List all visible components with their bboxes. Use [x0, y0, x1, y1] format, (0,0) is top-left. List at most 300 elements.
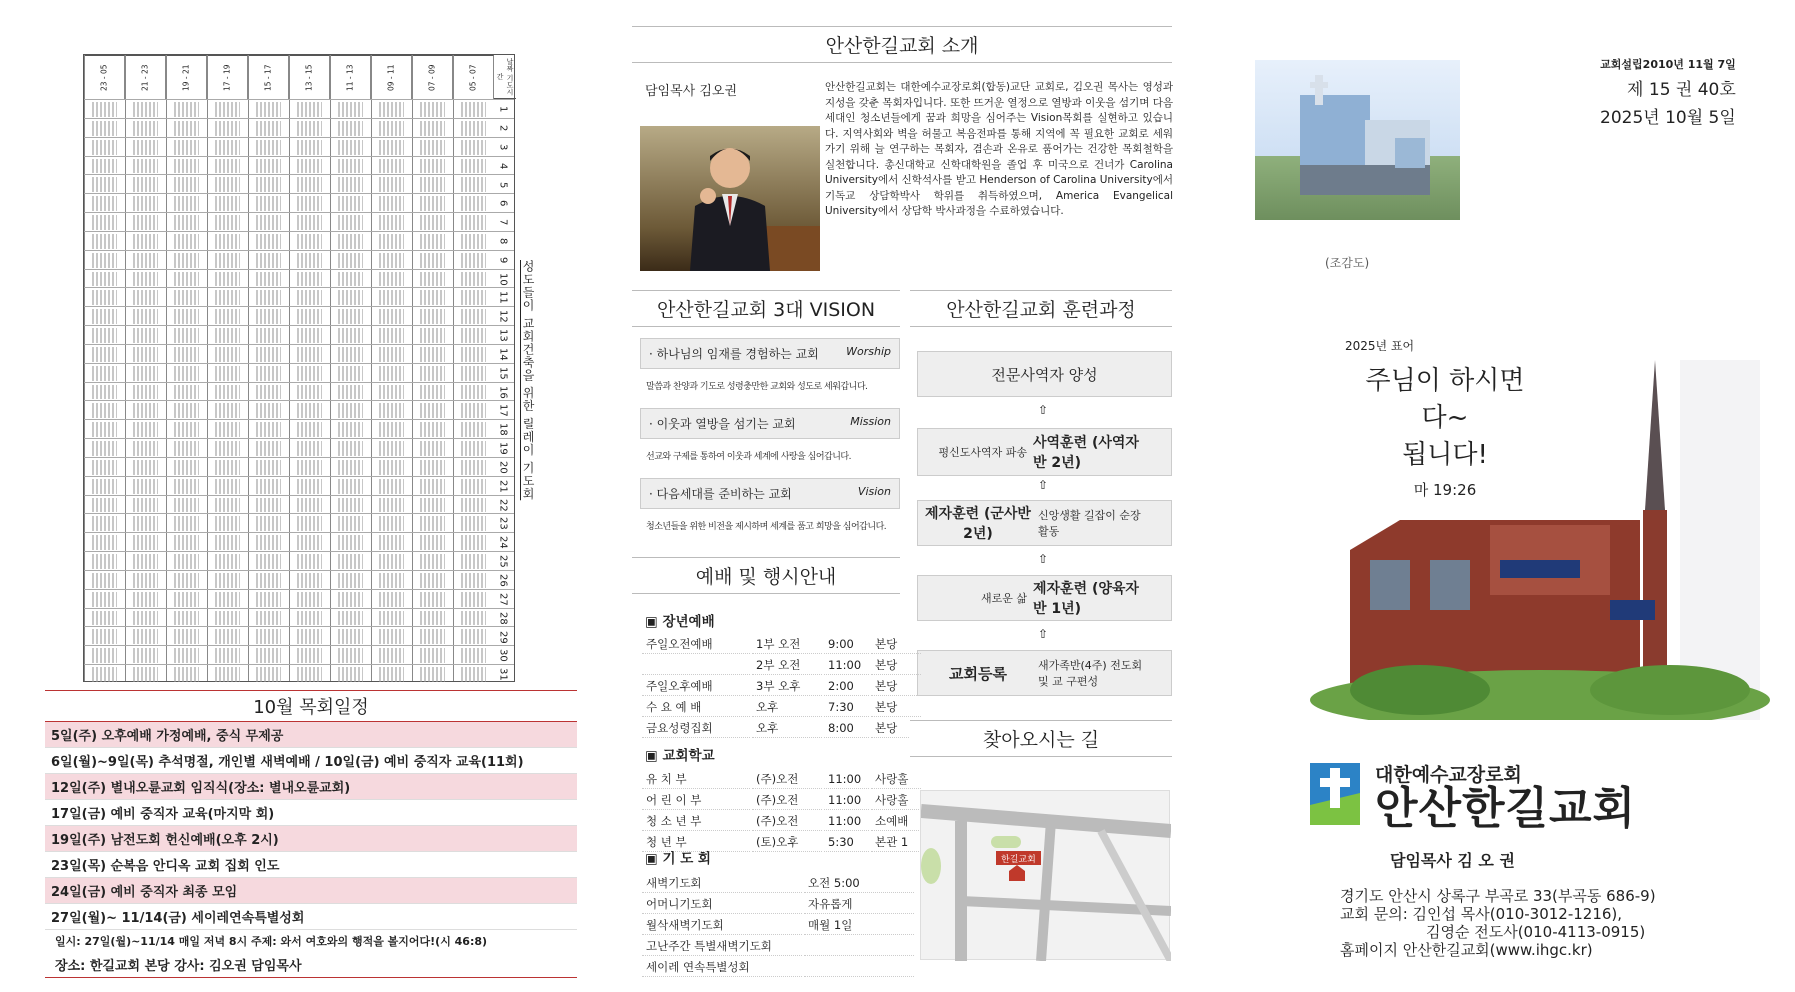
worship-cell: 사랑홀 [871, 770, 921, 789]
grid-cell [338, 215, 363, 230]
grid-cell [338, 403, 363, 418]
prayer-grid-title: 성도들이 교회건축을 위한 릴레이 기도회 [521, 260, 535, 501]
grid-cell [420, 535, 445, 550]
grid-cell [420, 253, 445, 268]
grid-cell [256, 403, 281, 418]
grid-cell [133, 535, 158, 550]
grid-row [84, 532, 514, 551]
grid-cell [133, 498, 158, 513]
grid-cell [92, 159, 117, 174]
grid-cell [133, 272, 158, 287]
motto-line-2: 다~ [1421, 403, 1469, 433]
grid-cell [215, 460, 240, 475]
grid-cell [297, 140, 322, 155]
grid-cell [461, 629, 486, 644]
grid-cell [338, 121, 363, 136]
grid-cell [379, 667, 404, 682]
vision-title: 안산한길교회 3대 VISION [632, 290, 900, 327]
grid-cell [420, 328, 445, 343]
day-number: 11 [497, 291, 509, 305]
schedule-title: 10월 목회일정 [45, 690, 577, 722]
day-number: 22 [497, 498, 509, 512]
grid-cell [379, 328, 404, 343]
grid-row [84, 306, 514, 325]
worship-row [642, 812, 921, 831]
grid-cell [256, 140, 281, 155]
worship-cell: 월삭새벽기도회 [642, 916, 802, 935]
grid-cell [174, 479, 199, 494]
grid-cell [215, 498, 240, 513]
grid-cell [92, 140, 117, 155]
grid-cell [256, 215, 281, 230]
grid-cell [379, 347, 404, 362]
cover-pastor: 담임목사 김 오 권 [1390, 851, 1515, 870]
day-number: 24 [497, 536, 509, 550]
grid-cell [215, 177, 240, 192]
grid-cell [92, 328, 117, 343]
grid-cell [420, 215, 445, 230]
worship-title: 예배 및 행시안내 [632, 557, 900, 594]
grid-cell [92, 347, 117, 362]
grid-cell [461, 196, 486, 211]
contact-line-2: 김영순 전도사(010-4113-0915) [1426, 923, 1646, 941]
worship-cell: 오전 5:00 [804, 874, 914, 893]
worship-row [642, 874, 914, 893]
time-slot-header: 07 - 09 [412, 55, 453, 99]
grid-cell [338, 535, 363, 550]
grid-cell [174, 498, 199, 513]
grid-cell [297, 177, 322, 192]
grid-cell [379, 611, 404, 626]
grid-cell [379, 234, 404, 249]
contact-line: 교회 문의: 김인섭 목사(010-3012-1216), [1340, 905, 1623, 923]
grid-cell [297, 121, 322, 136]
grid-cell [297, 366, 322, 381]
grid-row [84, 99, 514, 118]
grid-cell [338, 272, 363, 287]
worship-cell: 본당 [871, 698, 921, 717]
grid-cell [338, 629, 363, 644]
grid-cell [92, 573, 117, 588]
time-slot-header: 23 - 05 [84, 55, 125, 99]
worship-row [642, 656, 921, 675]
grid-cell [379, 290, 404, 305]
schedule-item: 6일(월)~9일(목) 추석명절, 개인별 새벽예배 / 10일(금) 예비 중직자 교육(11회) [45, 748, 577, 774]
grid-cell [297, 479, 322, 494]
grid-cell [133, 573, 158, 588]
grid-cell [174, 554, 199, 569]
grid-cell [92, 592, 117, 607]
grid-cell [174, 667, 199, 682]
grid-cell [215, 592, 240, 607]
grid-cell [92, 290, 117, 305]
grid-cell [133, 629, 158, 644]
grid-cell [420, 460, 445, 475]
worship-row [642, 719, 921, 738]
grid-cell [338, 177, 363, 192]
grid-cell [338, 498, 363, 513]
time-slot-header: 17 - 19 [207, 55, 248, 99]
worship-row [642, 895, 914, 914]
grid-cell [420, 234, 445, 249]
day-number: 5 [497, 181, 509, 188]
vision-item [640, 478, 900, 542]
grid-cell [174, 629, 199, 644]
grid-cell [215, 403, 240, 418]
denomination: 대한예수교장로회 [1375, 764, 1522, 786]
grid-cell [174, 272, 199, 287]
grid-cell [133, 366, 158, 381]
grid-cell [420, 479, 445, 494]
cross-logo-icon [1310, 763, 1360, 833]
grid-cell [215, 159, 240, 174]
grid-cell [256, 554, 281, 569]
grid-cell [297, 460, 322, 475]
grid-cell [92, 272, 117, 287]
grid-cell [379, 460, 404, 475]
grid-cell [379, 535, 404, 550]
grid-cell [379, 403, 404, 418]
day-number: 8 [497, 238, 509, 245]
grid-cell [379, 498, 404, 513]
grid-cell [92, 554, 117, 569]
day-number: 16 [497, 385, 509, 399]
worship-cell: 사랑홀 [871, 791, 921, 810]
grid-cell [174, 177, 199, 192]
grid-cell [256, 592, 281, 607]
schedule-item: 23일(목) 순복음 안디옥 교회 집회 인도 [45, 852, 577, 878]
worship-cell [642, 656, 750, 675]
grid-cell [92, 422, 117, 437]
grid-cell [338, 460, 363, 475]
grid-cell [461, 159, 486, 174]
grid-cell [174, 328, 199, 343]
grid-cell [461, 177, 486, 192]
intro-text: 안산한길교회는 대한예수교장로회(합동)교단 교회로, 김오권 목사는 영성과 지성을 갖춘 목회자입니다. 또한 뜨거운 열정으로 열방과 이웃을 섬기며 다음세대인 청소년들에게 꿈과 희망을 심어주는 Vision목회를 실현하고 있습니다. 지역사회와 벽을 허물고 복음전파를 통해 지역에 꼭 필요한 교회로 세워가기 위해 늘 연구하는 목회자, 겸손과 온유로 품어가는 건강한 목회철학을 실천합니다. 총신대학교 신학대학원을 졸업 후 미국으로 건너가 Carolina University에서 신학석사를 받고 Henderson of Carolina University에서 기독교 상담학박사 학위를 취득하였으며, America Evangelical University에서 상담학 박사과정을 수료하였습니다. [825, 81, 1173, 217]
grid-cell [420, 347, 445, 362]
worship-cell: (주)오전 [752, 812, 822, 831]
grid-cell [174, 535, 199, 550]
grid-cell [92, 498, 117, 513]
grid-cell [420, 309, 445, 324]
worship-cell: 본당 [871, 719, 921, 738]
grid-corner-header: 날짜 기도시간 [494, 55, 516, 99]
grid-cell [215, 479, 240, 494]
grid-cell [461, 441, 486, 456]
grid-cell [420, 159, 445, 174]
grid-cell [256, 611, 281, 626]
grid-cell [297, 516, 322, 531]
grid-cell [297, 196, 322, 211]
training-step-1: 전문사역자 양성 [917, 351, 1172, 397]
worship-cell: 청 소 년 부 [642, 812, 750, 831]
prayer-grid [83, 54, 515, 682]
grid-cell [420, 385, 445, 400]
grid-cell [461, 309, 486, 324]
worship-cell: 본당 [871, 635, 921, 654]
grid-cell [256, 366, 281, 381]
vision-desc: 말씀과 찬양과 기도로 성령충만한 교회와 성도로 세워갑니다. [646, 382, 868, 392]
grid-cell [461, 140, 486, 155]
grid-cell [256, 309, 281, 324]
arrow-icon: ⇧ [1038, 403, 1049, 417]
schedule-item: 17일(금) 예비 중직자 교육(마지막 회) [45, 800, 577, 826]
grid-cell [379, 121, 404, 136]
time-slot-header: 05 - 07 [453, 55, 494, 99]
grid-cell [92, 460, 117, 475]
grid-cell [379, 629, 404, 644]
grid-cell [338, 441, 363, 456]
worship-row [642, 677, 921, 696]
grid-cell [92, 196, 117, 211]
grid-cell [420, 611, 445, 626]
grid-cell [133, 403, 158, 418]
grid-cell [461, 648, 486, 663]
grid-cell [133, 554, 158, 569]
worship-sec-1: ▣ 장년예배 [645, 614, 715, 630]
worship-cell: 본당 [871, 656, 921, 675]
grid-cell [133, 667, 158, 682]
grid-cell [379, 554, 404, 569]
grid-cell [379, 648, 404, 663]
grid-cell [338, 159, 363, 174]
grid-cell [420, 366, 445, 381]
day-number: 10 [497, 272, 509, 286]
worship-row [642, 916, 914, 935]
grid-cell [215, 347, 240, 362]
grid-cell [133, 592, 158, 607]
vision-desc: 선교와 구제를 통하여 이웃과 세계에 사랑을 심어갑니다. [646, 452, 851, 462]
grid-cell [379, 309, 404, 324]
grid-row [84, 570, 514, 589]
grid-row [84, 118, 514, 137]
grid-cell [215, 328, 240, 343]
time-slot-header: 19 - 21 [166, 55, 207, 99]
grid-cell [338, 328, 363, 343]
grid-cell [92, 215, 117, 230]
grid-cell [297, 347, 322, 362]
grid-cell [256, 535, 281, 550]
address-block [1340, 887, 1656, 959]
grid-cell [379, 102, 404, 117]
grid-cell [379, 177, 404, 192]
grid-cell [297, 667, 322, 682]
grid-cell [256, 498, 281, 513]
grid-cell [338, 290, 363, 305]
grid-cell [297, 253, 322, 268]
grid-cell [420, 102, 445, 117]
grid-cell [174, 309, 199, 324]
grid-cell [338, 479, 363, 494]
grid-cell [338, 253, 363, 268]
grid-cell [338, 554, 363, 569]
grid-cell [420, 403, 445, 418]
grid-cell [461, 592, 486, 607]
day-number: 17 [497, 404, 509, 418]
schedule-item: 24일(금) 예비 중직자 최종 모임 [45, 878, 577, 904]
grid-row [84, 137, 514, 156]
grid-cell [338, 573, 363, 588]
arrow-icon: ⇧ [1038, 552, 1049, 566]
worship-row [642, 635, 921, 654]
grid-cell [297, 629, 322, 644]
grid-cell [338, 196, 363, 211]
grid-cell [338, 592, 363, 607]
grid-cell [461, 366, 486, 381]
grid-cell [338, 309, 363, 324]
directions-title: 찾아오시는 길 [910, 720, 1172, 757]
grid-cell [297, 592, 322, 607]
worship-cell: 어 린 이 부 [642, 791, 750, 810]
grid-cell [174, 159, 199, 174]
worship-cell: 본당 [871, 677, 921, 696]
training-step-4: 새로운 삶 제자훈련 (양육자반 1년) [917, 575, 1172, 621]
schedule-item: 27일(월)~ 11/14(금) 세이레연속특별성회 [45, 904, 577, 930]
training-title: 안산한길교회 훈련과정 [910, 290, 1172, 327]
worship-cell: 5:30 [824, 833, 869, 852]
founded-date: 교회설립2010년 11월 7일 [1600, 58, 1736, 71]
worship-cell: 주일오후예배 [642, 677, 750, 696]
grid-cell [297, 441, 322, 456]
grid-cell [461, 385, 486, 400]
grid-cell [420, 592, 445, 607]
grid-cell [174, 140, 199, 155]
training-step-2: 평신도사역자 파송 사역훈련 (사역자반 2년) [917, 428, 1172, 476]
grid-cell [297, 272, 322, 287]
grid-cell [133, 347, 158, 362]
worship-cell: (주)오전 [752, 791, 822, 810]
day-number: 9 [497, 256, 509, 264]
grid-cell [420, 648, 445, 663]
worship-sec-2: ▣ 교회학교 [645, 748, 715, 764]
grid-cell [379, 441, 404, 456]
grid-row [84, 419, 514, 438]
schedule-item: 5일(주) 오후예배 가정예배, 중식 무제공 [45, 722, 577, 748]
grid-cell [215, 196, 240, 211]
church-name: 안산한길교회 [1375, 783, 1637, 834]
grid-cell [256, 177, 281, 192]
day-number: 23 [497, 517, 509, 531]
grid-cell [215, 516, 240, 531]
motto [1345, 337, 1545, 500]
grid-row [84, 212, 514, 231]
worship-table-2 [640, 768, 923, 854]
grid-cell [297, 554, 322, 569]
worship-cell: 유 치 부 [642, 770, 750, 789]
grid-cell [420, 177, 445, 192]
worship-cell: (주)오전 [752, 770, 822, 789]
vision-label: · 이웃과 열방을 섬기는 교회 [649, 417, 796, 431]
grid-cell [92, 177, 117, 192]
grid-cell [461, 422, 486, 437]
worship-cell: 11:00 [824, 770, 869, 789]
grid-cell [461, 347, 486, 362]
worship-row [642, 791, 921, 810]
grid-cell [256, 667, 281, 682]
grid-cell [420, 422, 445, 437]
grid-cell [338, 516, 363, 531]
svg-text:한길교회: 한길교회 [1001, 855, 1036, 865]
arrow-icon: ⇧ [1038, 478, 1049, 492]
grid-cell [215, 629, 240, 644]
grid-row [84, 287, 514, 306]
worship-cell: 3부 오후 [752, 677, 822, 696]
day-number: 2 [497, 125, 509, 132]
grid-cell [297, 385, 322, 400]
volume: 제 15 권 40호 [1627, 80, 1736, 100]
grid-cell [256, 121, 281, 136]
worship-cell: 어머니기도회 [642, 895, 802, 914]
grid-row [84, 363, 514, 382]
day-number: 26 [497, 574, 509, 587]
day-number: 18 [497, 423, 509, 437]
day-number: 7 [497, 219, 509, 226]
grid-cell [174, 460, 199, 475]
grid-cell [461, 460, 486, 475]
grid-cell [92, 366, 117, 381]
grid-cell [420, 272, 445, 287]
worship-cell: 2:00 [824, 677, 869, 696]
worship-cell: 7:30 [824, 698, 869, 717]
grid-cell [215, 611, 240, 626]
grid-cell [133, 648, 158, 663]
grid-cell [338, 667, 363, 682]
grid-cell [215, 140, 240, 155]
grid-cell [256, 479, 281, 494]
grid-cell [338, 234, 363, 249]
grid-cell [379, 196, 404, 211]
grid-row [84, 325, 514, 344]
grid-cell [379, 422, 404, 437]
grid-cell [461, 215, 486, 230]
grid-cell [174, 516, 199, 531]
grid-cell [256, 290, 281, 305]
grid-cell [461, 102, 486, 117]
grid-cell [256, 102, 281, 117]
worship-row [642, 698, 921, 717]
grid-cell [133, 253, 158, 268]
grid-cell [174, 403, 199, 418]
grid-cell [338, 347, 363, 362]
training-step-5: 교회등록 새가족반(4주) 전도회 및 교 구편성 [917, 650, 1172, 696]
grid-cell [133, 479, 158, 494]
worship-cell [804, 937, 914, 956]
grid-cell [215, 309, 240, 324]
worship-cell: 매월 1일 [804, 916, 914, 935]
grid-cell [297, 234, 322, 249]
vision-tag: Mission [850, 415, 891, 428]
grid-cell [256, 422, 281, 437]
grid-cell [256, 629, 281, 644]
day-number: 28 [497, 611, 509, 625]
grid-cell [379, 516, 404, 531]
grid-cell [174, 121, 199, 136]
grid-cell [461, 667, 486, 682]
motto-line-1: 주님이 하시면 [1365, 366, 1525, 396]
grid-cell [92, 535, 117, 550]
grid-cell [338, 366, 363, 381]
motto-verse: 마 19:26 [1413, 481, 1477, 499]
grid-cell [256, 253, 281, 268]
grid-cell [379, 385, 404, 400]
grid-cell [215, 554, 240, 569]
grid-cell [133, 215, 158, 230]
grid-cell [133, 422, 158, 437]
grid-cell [92, 648, 117, 663]
grid-cell [133, 441, 158, 456]
training-step-3: 제자훈련 (군사반 2년) 신앙생활 길잡이 순장활동 [917, 500, 1172, 546]
grid-cell [461, 272, 486, 287]
